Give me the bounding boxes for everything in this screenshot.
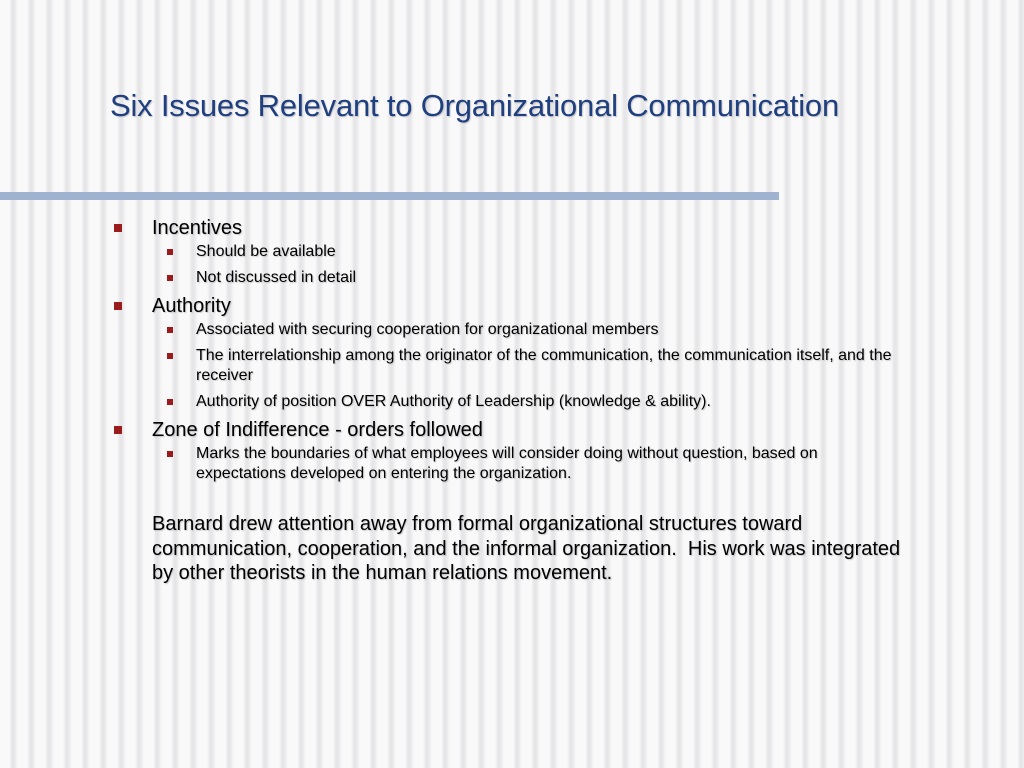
sub-bullet-label: Authority of position OVER Authority of Leadership (knowledge & ability). xyxy=(196,393,711,410)
sub-bullet-item xyxy=(110,444,910,484)
sub-bullet-label: Marks the boundaries of what employees will consider doing without question, based on expectations developed on entering the organization. xyxy=(196,445,818,482)
sub-bullet-label: Associated with securing cooperation for organizational members xyxy=(196,321,659,338)
summary-part-2: His work was integrated by other theorists in the human relations movement. xyxy=(152,537,901,584)
sub-bullet-label: Not discussed in detail xyxy=(196,269,357,286)
bullet-label: Zone of Indifference - orders followed xyxy=(152,419,483,441)
square-bullet-icon xyxy=(114,224,122,232)
square-bullet-icon xyxy=(167,353,173,359)
sub-bullet-item xyxy=(110,392,910,412)
title-divider xyxy=(0,192,779,200)
square-bullet-icon xyxy=(167,249,173,255)
bullet-label: Incentives xyxy=(152,217,243,239)
sub-bullet-item xyxy=(110,320,910,340)
square-bullet-icon xyxy=(167,275,173,281)
sub-bullet-label: The interrelationship among the originator of the communication, the communication itself, and the receiver xyxy=(196,347,892,384)
summary-part-1: Barnard drew attention away from formal organizational structures toward communication, cooperation, and the informal organization. xyxy=(152,513,803,560)
slide-title: Six Issues Relevant to Organizational Communication xyxy=(110,88,839,123)
square-bullet-icon xyxy=(167,399,173,405)
summary-paragraph xyxy=(110,512,912,586)
bullet-label: Authority xyxy=(152,295,231,317)
square-bullet-icon xyxy=(114,302,122,310)
spacer xyxy=(110,490,910,512)
sub-bullet-item xyxy=(110,268,910,288)
bullet-item-zone-of-indifference xyxy=(110,418,910,442)
square-bullet-icon xyxy=(167,451,173,457)
sub-bullet-item xyxy=(110,346,910,386)
sublist-zone-of-indifference xyxy=(110,444,910,484)
square-bullet-icon xyxy=(114,426,122,434)
slide-content xyxy=(110,216,910,586)
sublist-incentives xyxy=(110,242,910,288)
sub-bullet-item xyxy=(110,242,910,262)
bullet-item-incentives xyxy=(110,216,910,240)
bullet-item-authority xyxy=(110,294,910,318)
square-bullet-icon xyxy=(167,327,173,333)
sublist-authority xyxy=(110,320,910,412)
sub-bullet-label: Should be available xyxy=(196,243,336,260)
